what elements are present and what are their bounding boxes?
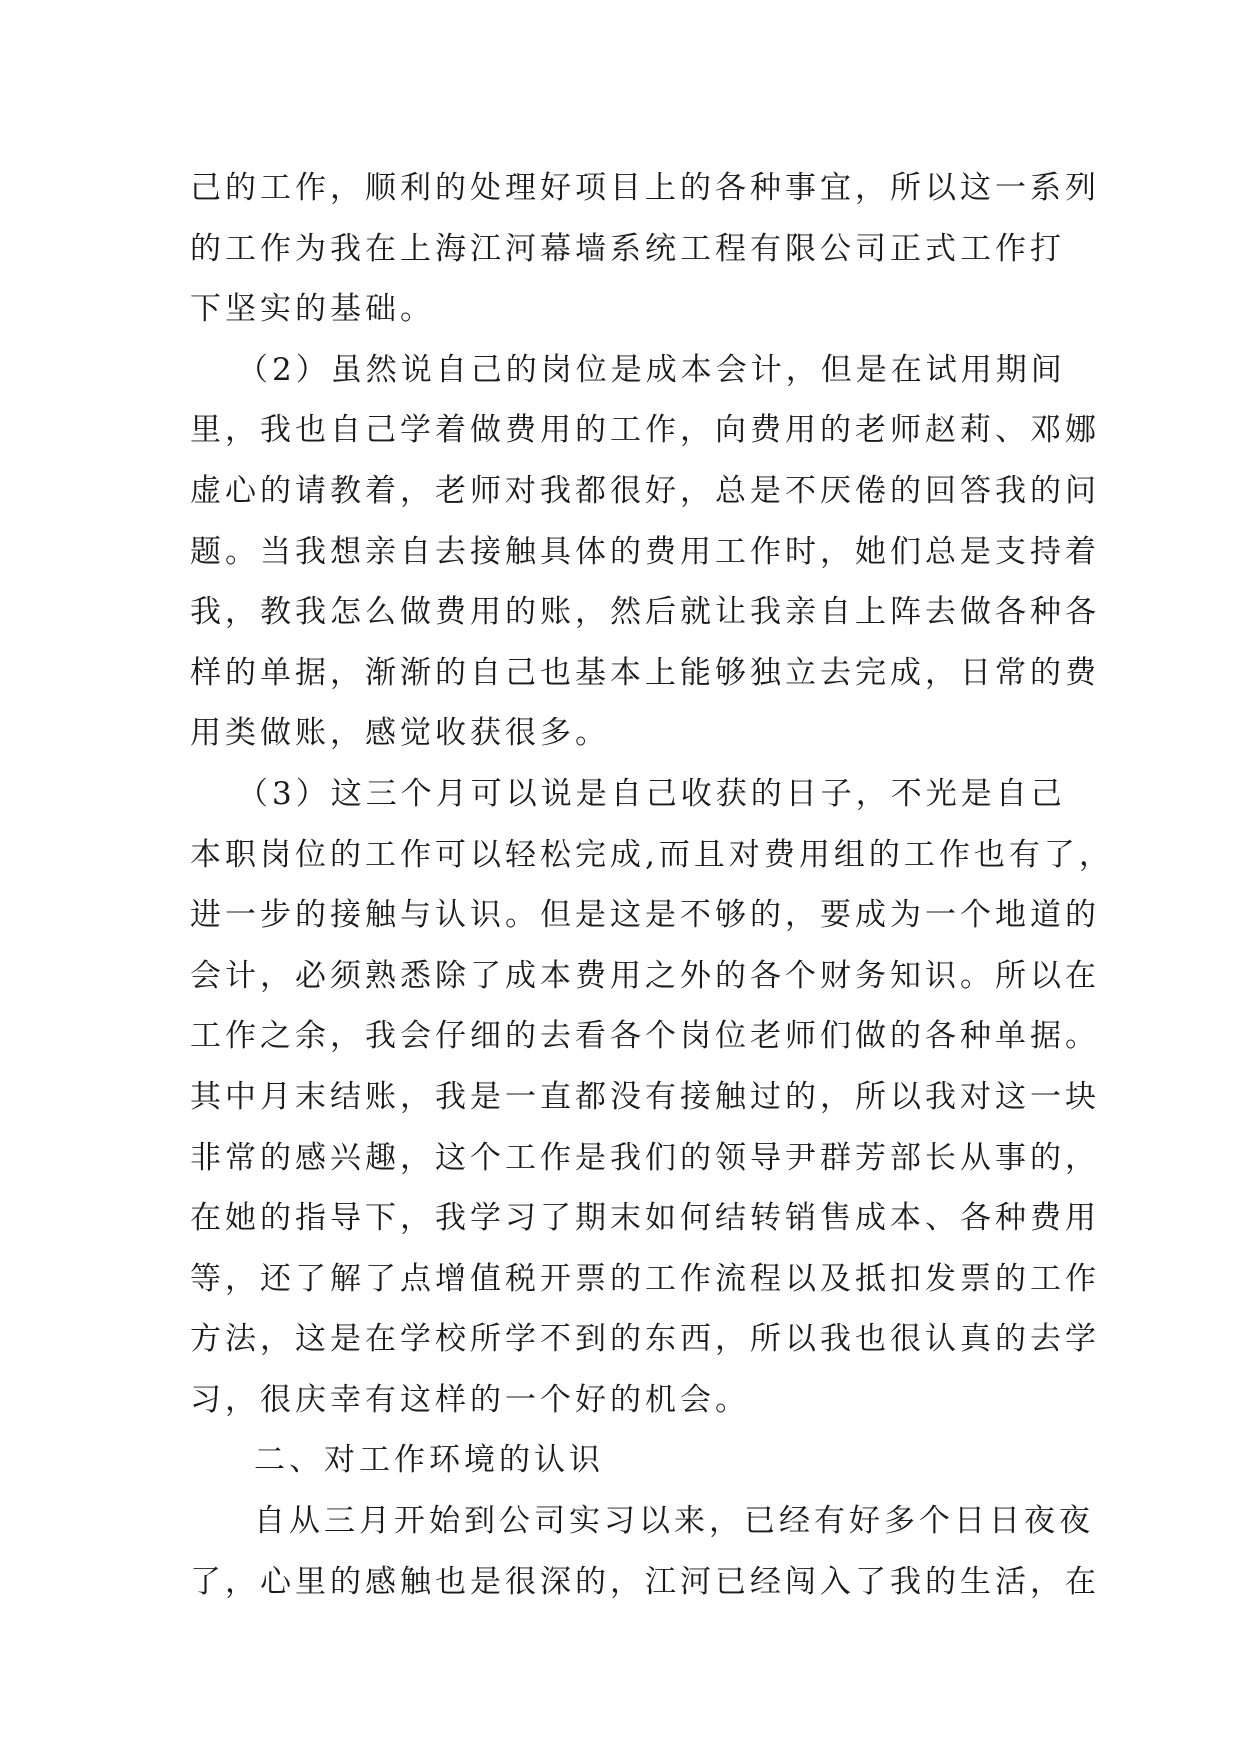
- text-line: 下坚实的基础。: [190, 291, 435, 328]
- text-line: 非常的感兴趣，这个工作是我们的领导尹群芳部长从事的，: [190, 1139, 1100, 1176]
- text-line: 虚心的请教着，老师对我都很好，总是不厌倦的回答我的问: [190, 472, 1100, 509]
- paragraph-first-line: 自从三月开始到公司实习以来，已经有好多个日日夜夜: [254, 1503, 1094, 1540]
- document-body: [190, 158, 1114, 1612]
- text-line: 了，心里的感触也是很深的，江河已经闯入了我的生活，在: [190, 1563, 1100, 1600]
- text-line: 本职岗位的工作可以轻松完成,而且对费用组的工作也有了，: [190, 836, 1114, 873]
- text-line: 己的工作，顺利的处理好项目上的各种事宜，所以这一系列: [190, 170, 1100, 206]
- paragraph-first-line: （2）虽然说自己的岗位是成本会计，但是在试用期间: [237, 351, 1066, 388]
- paragraph-first-line: （3）这三个月可以说是自己收获的日子，不光是自己: [237, 775, 1066, 812]
- section-heading: 二、对工作环境的认识: [254, 1442, 604, 1479]
- text-line: 用类做账，感觉收获很多。: [190, 715, 610, 752]
- text-line: 样的单据，渐渐的自己也基本上能够独立去完成，日常的费: [190, 654, 1100, 691]
- text-line: 其中月末结账，我是一直都没有接触过的，所以我对这一块: [190, 1078, 1100, 1115]
- text-line: 进一步的接触与认识。但是这是不够的，要成为一个地道的: [190, 897, 1100, 934]
- text-line: 我，教我怎么做费用的账，然后就让我亲自上阵去做各种各: [190, 594, 1100, 631]
- text-line: 里，我也自己学着做费用的工作，向费用的老师赵莉、邓娜: [190, 412, 1100, 449]
- text-line: 在她的指导下，我学习了期末如何结转销售成本、各种费用: [190, 1200, 1100, 1237]
- text-line: 会计，必须熟悉除了成本费用之外的各个财务知识。所以在: [190, 957, 1100, 994]
- text-line: 工作之余，我会仔细的去看各个岗位老师们做的各种单据。: [190, 1018, 1100, 1055]
- text-line: 的工作为我在上海江河幕墙系统工程有限公司正式工作打: [190, 230, 1065, 267]
- text-line: 等，还了解了点增值税开票的工作流程以及抵扣发票的工作: [190, 1260, 1100, 1297]
- text-line: 方法，这是在学校所学不到的东西，所以我也很认真的去学: [190, 1321, 1100, 1358]
- text-line: 习，很庆幸有这样的一个好的机会。: [190, 1381, 750, 1418]
- text-line: 题。当我想亲自去接触具体的费用工作时，她们总是支持着: [190, 533, 1100, 570]
